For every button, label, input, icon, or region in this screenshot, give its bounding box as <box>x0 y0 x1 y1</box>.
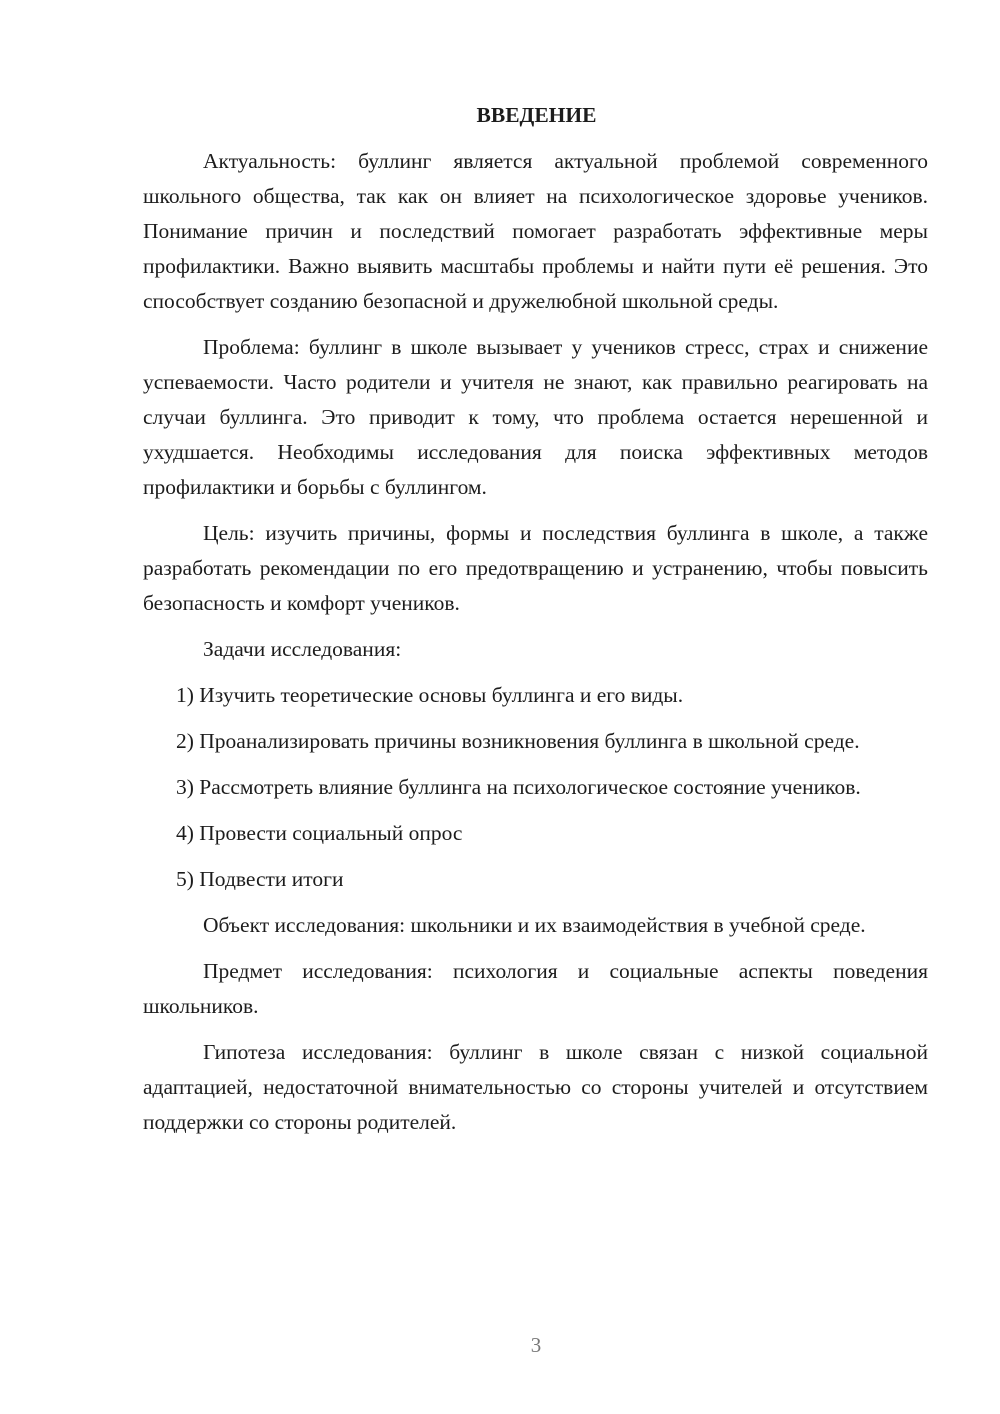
task-item-2: 2) Проанализировать причины возникновения буллинга в школьной среде. <box>176 729 860 753</box>
subject-paragraph: Предмет исследования: психология и социальные аспекты поведения школьников. <box>143 959 928 1018</box>
task-item-5: 5) Подвести итоги <box>176 867 344 891</box>
task-item-4: 4) Провести социальный опрос <box>176 821 463 845</box>
hypothesis-paragraph: Гипотеза исследования: буллинг в школе связан с низкой социальной адаптацией, недостаточной внимательностью со стороны учителей и отсутствием поддержки со стороны родителей. <box>143 1040 928 1134</box>
problem-paragraph: Проблема: буллинг в школе вызывает у учеников стресс, страх и снижение успеваемости. Часто родители и учителя не знают, как правильно реагировать на случаи буллинга. Это приводит к тому, что проблема остается нерешенной и ухудшается. Необходимы исследования для поиска эффективных методов профилактики и борьбы с буллингом. <box>143 335 928 499</box>
task-item-1: 1) Изучить теоретические основы буллинга и его виды. <box>176 683 684 707</box>
page-number: 3 <box>530 1333 542 1357</box>
relevance-paragraph: Актуальность: буллинг является актуальной проблемой современного школьного общества, так как он влияет на психологическое здоровье учеников. Понимание причин и последствий помогает разработать эффективные меры профилактики. Важно выявить масштабы проблемы и найти пути её решения. Это способствует созданию безопасной и дружелюбной школьной среды. <box>143 149 928 313</box>
section-title: ВВЕДЕНИЕ <box>476 103 597 127</box>
tasks-heading: Задачи исследования: <box>203 637 402 661</box>
task-item-3: 3) Рассмотреть влияние буллинга на психологическое состояние учеников. <box>176 775 861 799</box>
page-content <box>143 98 928 1151</box>
object-paragraph: Объект исследования: школьники и их взаимодействия в учебной среде. <box>203 913 866 937</box>
goal-paragraph: Цель: изучить причины, формы и последствия буллинга в школе, а также разработать рекомендации по его предотвращению и устранению, чтобы повысить безопасность и комфорт учеников. <box>143 521 928 615</box>
